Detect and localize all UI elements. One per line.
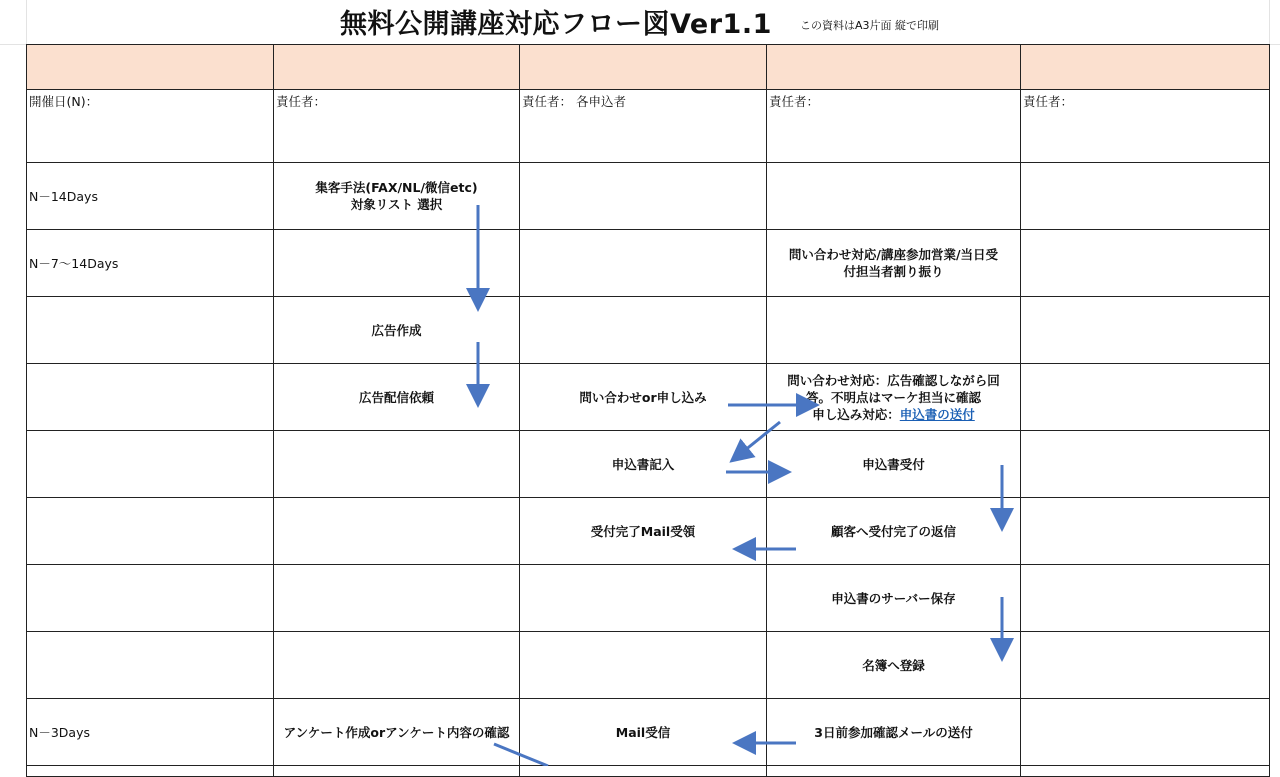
col-header-schedule[interactable] xyxy=(27,45,274,90)
cell-text: Mail受信 xyxy=(615,724,671,740)
cell-marketing[interactable] xyxy=(274,163,520,230)
cell-marketing[interactable] xyxy=(274,565,520,632)
cell-sales[interactable] xyxy=(767,431,1021,498)
cell-text: 問い合わせ対応：広告確認しながら回 xyxy=(787,372,1000,388)
cell-ops[interactable] xyxy=(1021,565,1270,632)
cell-text: アンケート作成orアンケート内容の確認 xyxy=(283,724,510,740)
cell-text: N－7～14Days xyxy=(29,255,119,271)
header-row xyxy=(27,45,1270,90)
cell-ops[interactable] xyxy=(1021,163,1270,230)
cell-text: 広告作成 xyxy=(371,322,422,338)
cell-sales[interactable] xyxy=(767,699,1021,766)
cell-marketing[interactable] xyxy=(274,498,520,565)
cell-customer[interactable] xyxy=(520,632,767,699)
cell-text: 付担当者割り振り xyxy=(843,264,944,279)
cell-sales[interactable] xyxy=(767,163,1021,230)
page-title: 無料公開講座対応フロー図Ver1.1 xyxy=(340,9,772,40)
cell-customer[interactable] xyxy=(520,297,767,364)
cell-marketing[interactable] xyxy=(274,364,520,431)
cell-text: 3日前参加確認メールの送付 xyxy=(814,724,973,740)
cell-text: 広告配信依頼 xyxy=(358,389,434,405)
cell-customer[interactable] xyxy=(520,498,767,565)
col-header-marketing[interactable] xyxy=(274,45,520,90)
cell-ops[interactable] xyxy=(1021,498,1270,565)
table-row xyxy=(27,163,1270,230)
cell-text: 答。不明点はマーケ担当に確認 xyxy=(805,389,981,405)
cell-customer[interactable] xyxy=(520,431,767,498)
cell-customer[interactable] xyxy=(520,230,767,297)
cell-text: 対象リスト 選択 xyxy=(350,197,443,212)
cell-schedule[interactable] xyxy=(27,565,274,632)
flow-table xyxy=(26,44,1270,777)
cell-responsible-customer[interactable]: 責任者： 各申込者 xyxy=(520,90,767,163)
cell-ops[interactable] xyxy=(1021,699,1270,766)
cell-text: 申込書受付 xyxy=(862,456,925,472)
cell-schedule[interactable] xyxy=(27,364,274,431)
cell-schedule[interactable] xyxy=(27,699,274,766)
table-row xyxy=(27,297,1270,364)
cell-text: N－14Days xyxy=(29,188,98,204)
table-row xyxy=(27,565,1270,632)
cell-responsible-ops[interactable]: 責任者： xyxy=(1021,90,1270,163)
cell-schedule[interactable] xyxy=(27,431,274,498)
table-row xyxy=(27,431,1270,498)
cell-sales[interactable] xyxy=(767,632,1021,699)
cell-sales[interactable] xyxy=(767,565,1021,632)
print-note: この資料はA3片面 縦で印刷 xyxy=(800,19,940,32)
cell[interactable] xyxy=(1021,766,1270,777)
table-row xyxy=(27,498,1270,565)
cell-schedule[interactable] xyxy=(27,163,274,230)
cell[interactable] xyxy=(274,766,520,777)
cell-customer[interactable] xyxy=(520,565,767,632)
cell-schedule[interactable] xyxy=(27,632,274,699)
cell-text: 申込書記入 xyxy=(611,456,675,472)
col-header-sales[interactable] xyxy=(767,45,1021,90)
cell-sales[interactable] xyxy=(767,364,1021,431)
cell-text: 問い合わせor申し込み xyxy=(579,389,707,405)
table-row-partial xyxy=(27,766,1270,777)
table-row xyxy=(27,230,1270,297)
cell-text: N－3Days xyxy=(29,724,90,740)
cell-text: 顧客へ受付完了の返信 xyxy=(830,523,956,539)
cell-marketing[interactable] xyxy=(274,632,520,699)
cell-text: 問い合わせ対応/講座参加営業/当日受 xyxy=(788,247,999,262)
cell-text: 名簿へ登録 xyxy=(862,657,925,673)
cell-ops[interactable] xyxy=(1021,297,1270,364)
cell-ops[interactable] xyxy=(1021,364,1270,431)
cell-text: 集客手法(FAX/NL/微信etc) xyxy=(315,180,478,195)
cell-ops[interactable] xyxy=(1021,431,1270,498)
cell-sales[interactable] xyxy=(767,230,1021,297)
cell[interactable] xyxy=(520,766,767,777)
table-row xyxy=(27,699,1270,766)
cell[interactable] xyxy=(767,766,1021,777)
cell[interactable] xyxy=(27,766,274,777)
cell-customer[interactable] xyxy=(520,163,767,230)
cell-text xyxy=(767,406,1020,423)
cell-text: 受付完了Mail受領 xyxy=(590,523,696,539)
cell-customer[interactable] xyxy=(520,699,767,766)
cell-schedule[interactable] xyxy=(27,498,274,565)
cell-responsible-schedule[interactable]: 開催日(N)： xyxy=(27,90,274,163)
application-form-link[interactable]: 申込書の送付 xyxy=(899,406,975,422)
cell-responsible-sales[interactable]: 責任者： xyxy=(767,90,1021,163)
cell-schedule[interactable] xyxy=(27,230,274,297)
cell-customer[interactable] xyxy=(520,364,767,431)
cell-marketing[interactable] xyxy=(274,297,520,364)
cell-ops[interactable] xyxy=(1021,632,1270,699)
cell-marketing[interactable] xyxy=(274,230,520,297)
cell-schedule[interactable] xyxy=(27,297,274,364)
cell-text: 申込書のサーバー保存 xyxy=(831,590,956,606)
col-header-ops[interactable] xyxy=(1021,45,1270,90)
cell-marketing[interactable] xyxy=(274,431,520,498)
cell-marketing[interactable] xyxy=(274,699,520,766)
cell-ops[interactable] xyxy=(1021,230,1270,297)
table-row xyxy=(27,364,1270,431)
title-row xyxy=(0,0,1280,44)
link-prefix: 申し込み対応： xyxy=(812,406,900,422)
responsible-row xyxy=(27,90,1270,163)
cell-responsible-marketing[interactable]: 責任者： xyxy=(274,90,520,163)
col-header-customer[interactable] xyxy=(520,45,767,90)
cell-sales[interactable] xyxy=(767,498,1021,565)
table-row xyxy=(27,632,1270,699)
cell-sales[interactable] xyxy=(767,297,1021,364)
